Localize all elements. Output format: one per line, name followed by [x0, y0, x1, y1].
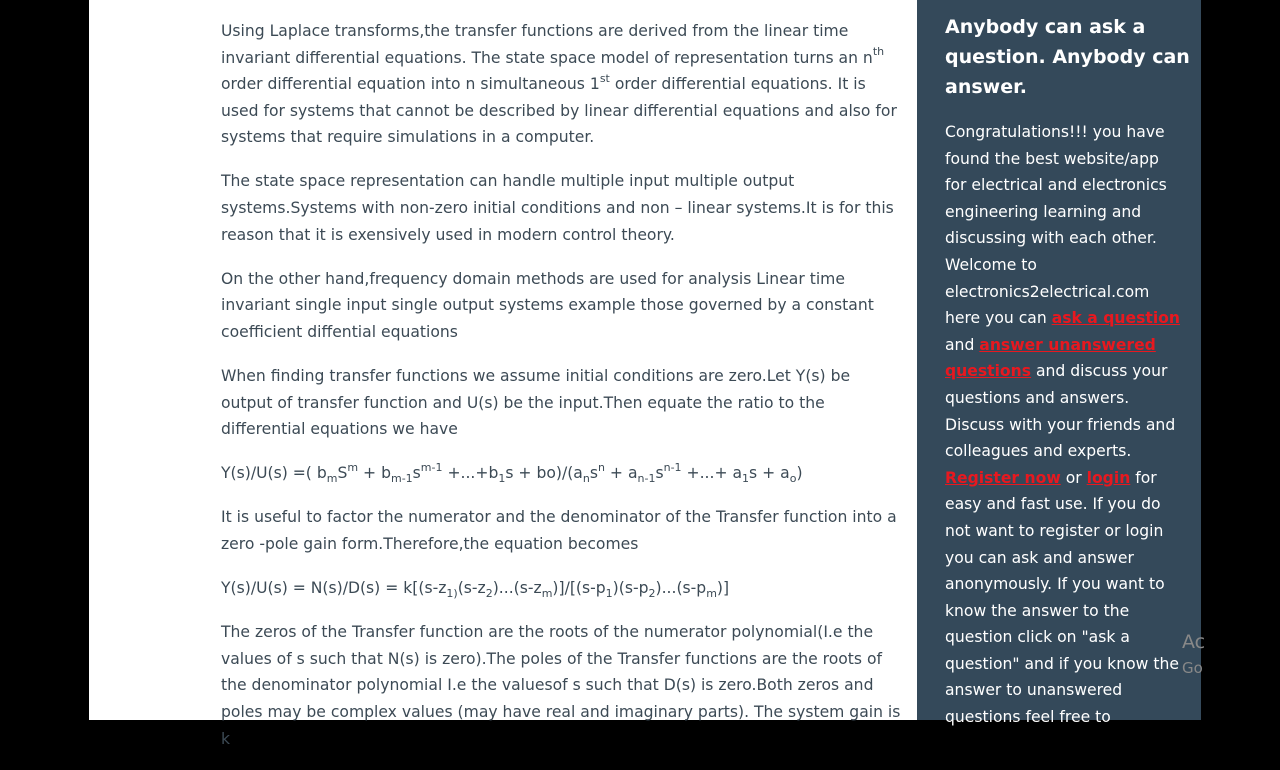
faded-overlay-text-2: Go [1182, 659, 1203, 677]
answer-unanswered-link[interactable]: answer unanswered questions [945, 335, 1156, 381]
article-paragraph-6: The zeros of the Transfer function are the roots of the numerator polynomial(I.e the values of s such that N(s) is zero).The poles of the Transfer functions are the roots of the denominator polynomial I.e the valuesof s such that D(s) is zero.Both zeros and poles may be complex values (may have real and imaginary parts). The system gain is k [221, 623, 901, 748]
register-link[interactable]: Register now [945, 468, 1061, 487]
article-paragraph-5: It is useful to factor the numerator and the denominator of the Transfer function into a zero -pole gain form.Therefore,the equation becomes [221, 508, 897, 553]
article-paragraph-2: The state space representation can handle multiple input multiple output systems.Systems with non-zero initial conditions and non – linear systems.It is for this reason that it is exensively used in modern control theory. [221, 172, 894, 244]
login-link[interactable]: login [1086, 468, 1131, 487]
article-panel [89, 0, 917, 748]
article-paragraph-4: When finding transfer functions we assume initial conditions are zero.Let Y(s) be output of transfer function and U(s) be the input.Then equate the ratio to the differential equations we have [221, 367, 851, 439]
sidebar-welcome-panel [917, 0, 1201, 727]
right-letterbox [1201, 0, 1280, 720]
left-letterbox [0, 0, 89, 720]
article-body [221, 18, 901, 770]
ask-question-link[interactable]: ask a question [1051, 309, 1180, 328]
article-paragraph-1: Using Laplace transforms,the transfer functions are derived from the linear time invariant differential equations. The state space model of representation turns an $n^{th}$ order differential equation into n simultaneous 1st order differential equations. It is used for systems that cannot be described by linear differential equations and also for systems that require simulations in a computer. [221, 22, 897, 147]
sidebar-title: Anybody can ask a question. Anybody can answer. [945, 16, 1190, 98]
sidebar-welcome-text: Congratulations!!! you have found the best website/app for electrical and electronics engineering learning and discussing with each other. Welcome to electronics2electrical.com here you can ask a question and answer unanswered questions and discuss your questions and answers. Discuss with your friends and colleagues and experts. Register now or login for easy and fast use. If you do not want to register or login you can ask and answer anonymously. If you want to know the answer to the question click on "ask a question" and if you know the answer to unanswered questions feel free to [945, 123, 1180, 727]
article-paragraph-3: On the other hand,frequency domain methods are used for analysis Linear time invariant single input single output systems example those governed by a constant coefficient diffential equations [221, 269, 874, 341]
faded-overlay-text-1: Ac [1182, 631, 1206, 653]
zero-pole-equation: $Y(s)/U(s) = N(s)/D(s) = k[(s-z_{1)}(s-z_2)...(s-z_m)]/[(s-p_1)(s-p_2)...(s-p_m)]$ [221, 579, 730, 601]
transfer-function-equation: Y(s)/U(s) =( $b_mS^m + b_{m-1}s^{m-1} +...+b_1s + bo)/(a_ns^n + a_{n-1}s^{n-1}$ +...+ $a_1s + a_o$) [221, 461, 803, 486]
